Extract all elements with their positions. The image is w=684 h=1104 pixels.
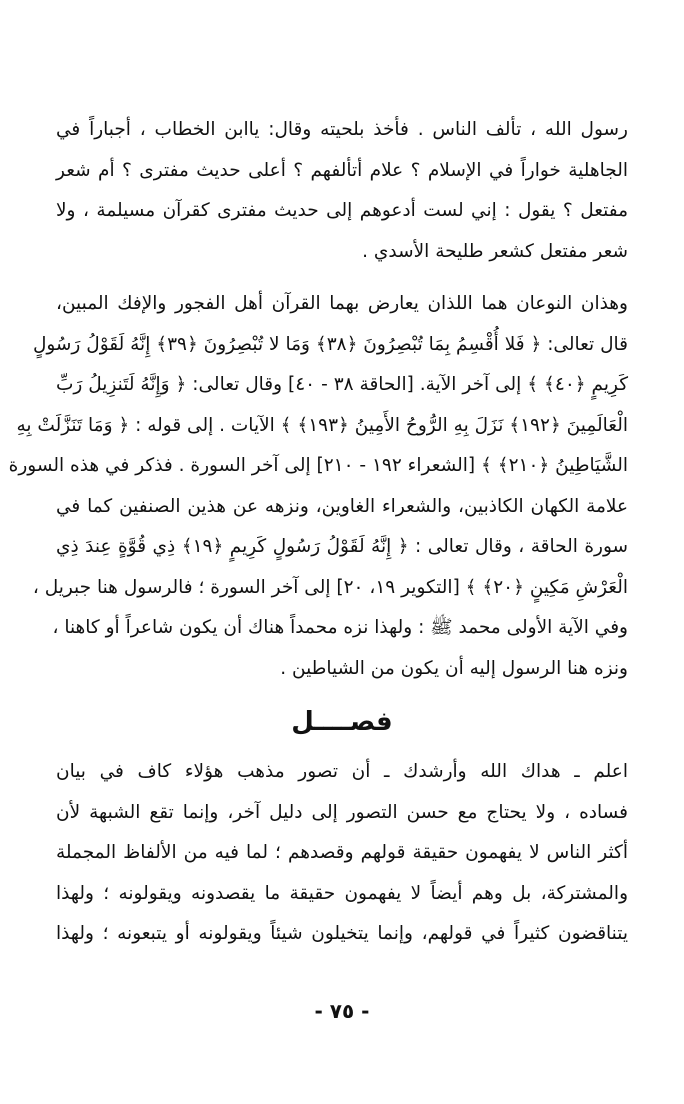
text-line: شعر مفتعل كشعر طليحة الأسدي . xyxy=(362,240,628,262)
text-line: وهذان النوعان هما اللذان يعارض بهما القرآن أهل الفجور والإفك المبين، xyxy=(56,293,628,314)
text-line: علامة الكهان الكاذبين، والشعراء الغاوين، ونزهه عن هذين الصنفين كما في xyxy=(56,495,628,517)
page-number: - ٧٥ - xyxy=(314,999,370,1023)
text-line: يتناقضون كثيراً في قولهم، وإنما يتخيلون شيئاً ويقولونه أو يتبعونه ؛ ولهذا xyxy=(56,923,628,944)
text-line: قال تعالى: ﴿ فَلا أُقْسِمُ بِمَا تُبْصِرُونَ ﴿٣٨﴾ وَمَا لا تُبْصِرُونَ ﴿٣٩﴾ إِنَّهُ لَقَوْلُ رَسُولٍ xyxy=(32,333,628,355)
text-line: كَرِيمٍ ﴿٤٠﴾ ﴾ إلى آخر الآية. [الحاقة ٣٨ - ٤٠] وقال تعالى: ﴿ وَإِنَّهُ لَتَنزِيلُ رَبِّ xyxy=(56,374,629,395)
text-line: ونزه هنا الرسول إليه أن يكون من الشياطين . xyxy=(280,657,628,679)
text-line: اعلم ـ هداك الله وأرشدك ـ أن تصور مذهب هؤلاء كاف في بيان xyxy=(56,761,628,782)
text-line: مفتعل ؟ يقول : إني لست أدعوهم إلى حديث مفترى كقرآن مسيلمة ، ولا xyxy=(56,200,628,221)
text-line: الْعَرْشِ مَكِينٍ ﴿٢٠﴾ ﴾ [التكوير ١٩، ٢٠] إلى آخر السورة ؛ فالرسول هنا جبريل ، xyxy=(32,576,628,598)
text-line: سورة الحاقة ، وقال تعالى : ﴿ إِنَّهُ لَقَوْلُ رَسُولٍ كَرِيمٍ ﴿١٩﴾ ذِي قُوَّةٍ عِندَ ذِي xyxy=(56,536,628,557)
text-line: الشَّيَاطِينُ ﴿٢١٠﴾ ﴾ [الشعراء ١٩٢ - ٢١٠] إلى آخر السورة . فذكر في هذه السورة xyxy=(8,455,628,476)
text-line: وفي الآية الأولى محمد ﷺ : ولهذا نزه محمداً هناك أن يكون شاعراً أو كاهنا ، xyxy=(52,617,628,638)
paragraph-3 xyxy=(56,752,628,955)
text-line: فساده ، ولا يحتاج مع حسن التصور إلى دليل آخر، وإنما تقع الشبهة لأن xyxy=(56,801,628,823)
text-line: رسول الله ، تألف الناس . فأخذ بلحيته وقال: ياابن الخطاب ، أجباراً في xyxy=(56,119,628,140)
text-line: الْعَالَمِينَ ﴿١٩٢﴾ نَزَلَ بِهِ الرُّوحُ الأَمِينُ ﴿١٩٣﴾ ﴾ الآيات . إلى قوله : ﴿ وَمَا تَنَزَّلَتْ بِهِ xyxy=(16,414,628,436)
text-line: الجاهلية خواراً في الإسلام ؟ علام أتألفهم ؟ أعلى حديث مفترى ؟ أم شعر xyxy=(56,159,628,181)
section-heading: فصــــل xyxy=(291,707,393,737)
text-line: أكثر الناس لا يفهمون حقيقة قولهم وقصدهم ؛ لما فيه من الألفاظ المجملة xyxy=(56,842,628,863)
text-line: والمشتركة، بل وهم أيضاً لا يفهمون حقيقة ما يقصدونه ويقولونه ؛ ولهذا xyxy=(56,882,628,904)
paragraph-1 xyxy=(56,110,628,272)
paragraph-2 xyxy=(8,284,629,689)
